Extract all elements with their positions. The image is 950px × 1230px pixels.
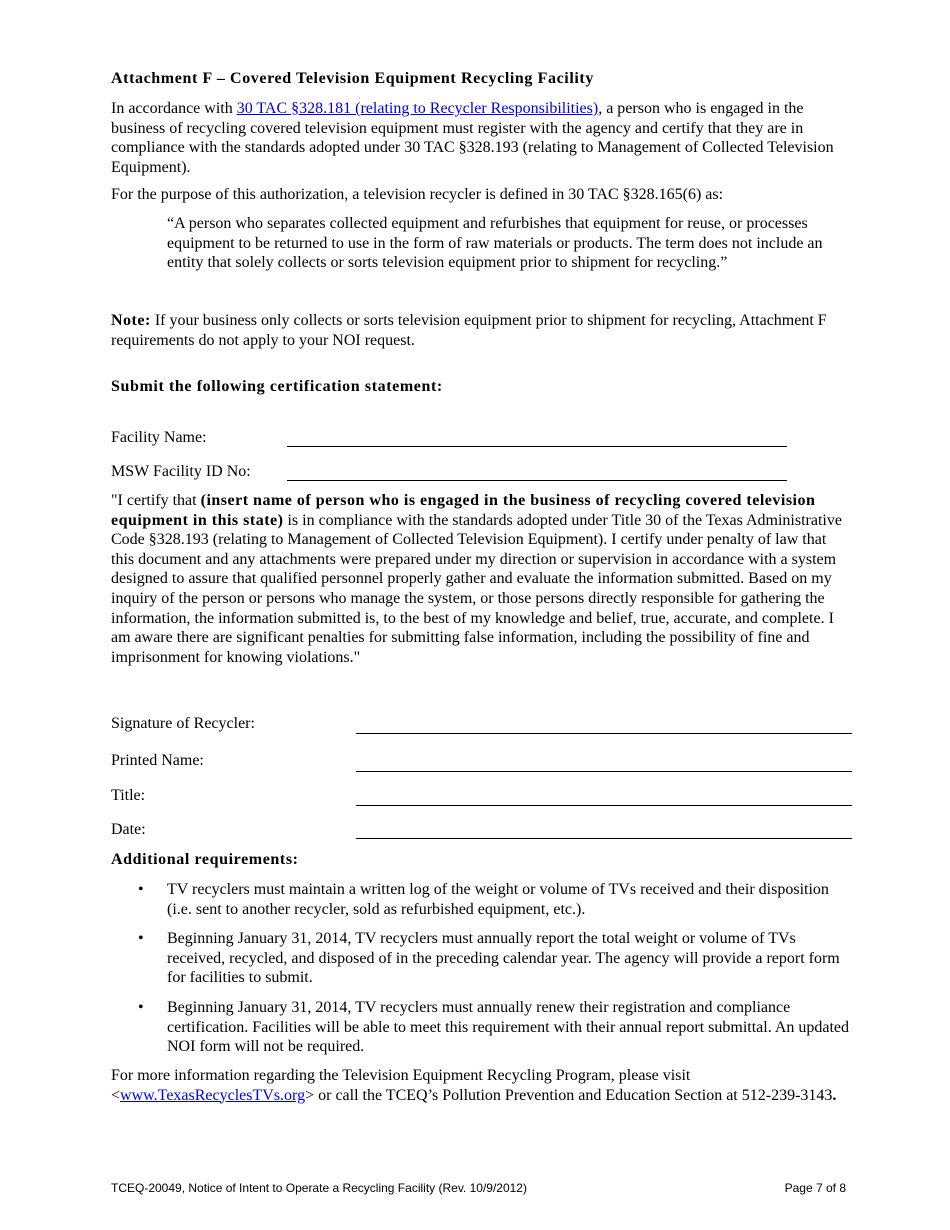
texas-recycles-tvs-link[interactable]: www.TexasRecyclesTVs.org (120, 1086, 306, 1104)
statement-insert-instruction: (insert name of person who is engaged in the business of recycling covered television equipment in this state) (111, 492, 816, 529)
footer-page-number: Page 7 of 8 (784, 1181, 846, 1195)
title-field[interactable] (356, 805, 852, 806)
date-label: Date: (111, 821, 146, 838)
requirement-text: Beginning January 31, 2014, TV recyclers must annually report the total weight or volume of TVs received, recycled, and disposed of in the preceding calendar year. The agency will provide a report form for facilities to submit. (167, 930, 840, 987)
note-paragraph (111, 311, 853, 350)
more-info-end: . (832, 1086, 837, 1104)
certification-heading: Submit the following certification statement: (111, 378, 443, 395)
bullet-icon: • (138, 998, 144, 1016)
requirement-item (111, 880, 853, 919)
note-label: Note: (111, 312, 151, 329)
date-field[interactable] (356, 838, 852, 839)
more-info-suffix: > or call the TCEQ’s Pollution Prevention and Education Section at 512-239-3143 (305, 1086, 833, 1104)
attachment-title: Attachment F – Covered Television Equipment Recycling Facility (111, 70, 594, 87)
tac-328-181-link[interactable]: 30 TAC §328.181 (relating to Recycler Responsibilities) (236, 100, 599, 117)
definition-intro: For the purpose of this authorization, a television recycler is defined in 30 TAC §328.165(6) as: (111, 186, 724, 203)
title-label: Title: (111, 787, 146, 804)
recycler-definition-quote: “A person who separates collected equipment and refurbishes that equipment for reuse, or processes equipment to be returned to use in the form of raw materials or products. The term does not include an entity that solely collects or sorts television equipment prior to shipment for recycling.” (167, 215, 823, 272)
intro-paragraph (111, 99, 853, 177)
signature-label: Signature of Recycler: (111, 715, 255, 732)
more-info-paragraph (111, 1066, 853, 1105)
requirement-text: TV recyclers must maintain a written log of the weight or volume of TVs received and their disposition (i.e. sent to another recycler, sold as refurbished equipment, etc.). (167, 881, 829, 918)
intro-prefix: In accordance with (111, 100, 237, 117)
certification-statement (111, 491, 853, 667)
facility-name-field[interactable] (287, 446, 787, 447)
statement-open: "I certify that (111, 492, 201, 509)
bullet-icon: • (138, 881, 144, 898)
printed-name-label: Printed Name: (111, 752, 204, 769)
requirement-item (111, 998, 853, 1057)
requirement-item (111, 929, 853, 988)
facility-name-label: Facility Name: (111, 429, 207, 446)
statement-body: is in compliance with the standards adopted under Title 30 of the Texas Administrative Code §328.193 (relating to Management of Collected Television Equipment). I certify under penalty of law that this document and any attachments were prepared under my direction or supervision in accordance with a system designed to assure that qualified personnel properly gather and evaluate the information submitted. Based on my inquiry of the person or persons who manage the system, or those persons directly responsible for gathering the information, the information submitted is, to the best of my knowledge and belief, true, accurate, and complete. I am aware there are significant penalties for submitting false information, including the possibility of fine and imprisonment for knowing violations." (111, 511, 842, 666)
requirement-text: Beginning January 31, 2014, TV recyclers must annually renew their registration and compliance certification. Facilities will be able to meet this requirement with their annual report submittal. An updated NOI form will not be required. (167, 998, 850, 1056)
footer-form-info: TCEQ-20049, Notice of Intent to Operate a Recycling Facility (Rev. 10/9/2012) (111, 1181, 527, 1195)
additional-requirements-list (111, 880, 853, 1067)
intro-suffix: , a person who is engaged in the business of recycling covered television equipment must register with the agency and certify that they are in compliance with the standards adopted under 30 TAC §328.193 (relating to Management of Collected Television Equipment). (111, 100, 834, 176)
more-info-prefix: For more information regarding the Television Equipment Recycling Program, please visit < (111, 1067, 691, 1104)
bullet-icon: • (138, 930, 144, 948)
signature-field[interactable] (356, 733, 852, 734)
printed-name-field[interactable] (356, 771, 852, 772)
additional-requirements-heading: Additional requirements: (111, 851, 299, 868)
facility-id-field[interactable] (287, 480, 787, 481)
note-text: If your business only collects or sorts television equipment prior to shipment for recycling, Attachment F requirements do not apply to your NOI request. (111, 312, 827, 349)
facility-id-label: MSW Facility ID No: (111, 463, 251, 480)
